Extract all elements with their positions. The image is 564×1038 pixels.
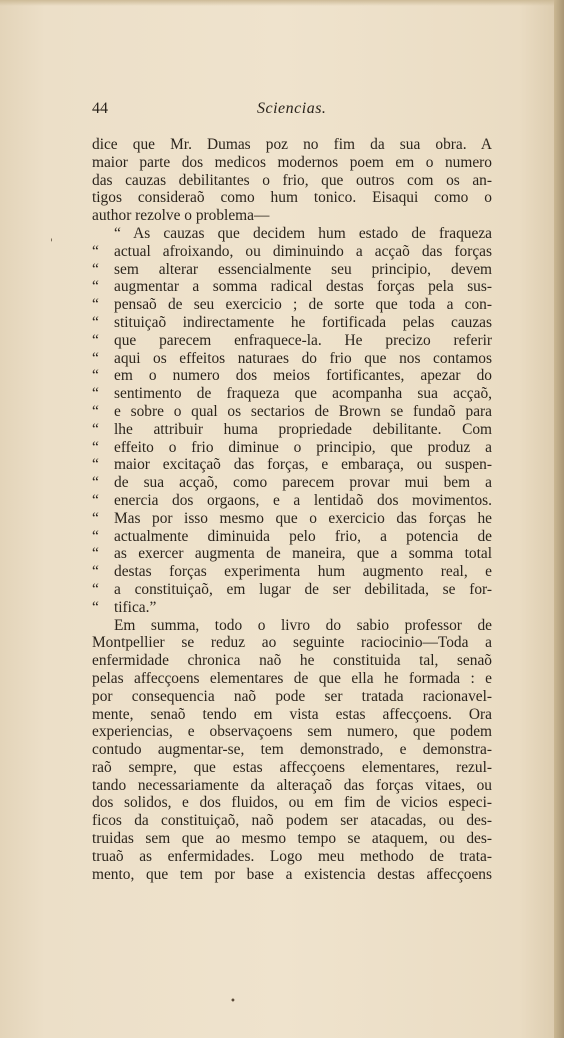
- quote-mark: “: [92, 242, 99, 260]
- quote-text: a constituiçaõ, em lugar de ser debilitada, se for-: [114, 580, 492, 598]
- quote-text: tifica.”: [114, 598, 157, 616]
- page-number: 44: [92, 100, 108, 117]
- ink-speck: •: [230, 996, 236, 1007]
- quote-mark: “: [92, 456, 99, 474]
- quote-line: [92, 510, 492, 528]
- text-line: truidas sem que ao mesmo tempo se ataquem, ou des-: [92, 830, 492, 848]
- quote-text: as exercer augmenta de maneira, que a somma total: [114, 545, 492, 563]
- quote-mark: “: [92, 367, 99, 385]
- quote-line: [92, 492, 492, 510]
- quote-text: sentimento de fraqueza que acompanha sua acçaõ,: [114, 385, 492, 403]
- quote-line: [92, 439, 492, 457]
- quote-text: Mas por isso mesmo que o exercicio das forças he: [114, 509, 492, 527]
- quote-mark: “: [92, 491, 99, 509]
- quote-line: [92, 599, 492, 617]
- quote-line: [92, 296, 492, 314]
- quote-text: aqui os effeitos naturaes do frio que nos contamos: [114, 349, 492, 367]
- quote-mark: “: [92, 278, 99, 296]
- quote-text: actualmente diminuida pelo frio, a potencia de: [114, 527, 492, 545]
- quote-line: [92, 545, 492, 563]
- running-title: Sciencias.: [257, 100, 327, 117]
- text-line: por consequencia naõ pode ser tratada racionavel-: [92, 687, 492, 705]
- quote-mark: “: [92, 438, 99, 456]
- text-line: Montpellier se reduz ao seguinte raciocinio—Toda a: [92, 634, 492, 652]
- quote-line: [92, 581, 492, 599]
- running-header: [92, 100, 492, 122]
- text-line: truaõ as enfermidades. Logo meu methodo de trata-: [92, 847, 492, 865]
- quote-line: [92, 314, 492, 332]
- text-line: contudo augmentar-se, tem demonstrado, e demonstra-: [92, 741, 492, 759]
- text-line: dos solidos, e dos fluidos, ou em fim de vicios especi-: [92, 794, 492, 812]
- quote-mark: “: [92, 402, 99, 420]
- text-line: das cauzas debilitantes o frio, que outros com os an-: [92, 171, 492, 189]
- quote-mark: “: [92, 580, 99, 598]
- quote-text: pensaõ de seu exercicio ; de sorte que toda a con-: [114, 296, 492, 314]
- text-line: ficos da constituiçaõ, naõ podem ser atacadas, ou des-: [92, 812, 492, 830]
- text-line: mente, senaõ tendo em vista estas affecçoens. Ora: [92, 705, 492, 723]
- text-line: dice que Mr. Dumas poz no fim da sua obra. A: [92, 136, 492, 153]
- quote-text: destas forças experimenta hum augmento real, e: [114, 563, 492, 581]
- quote-text: que parecem enfraquece-la. He precizo referir: [114, 331, 492, 349]
- quote-mark: “: [92, 260, 99, 278]
- quote-mark: [92, 225, 114, 243]
- quote-line: [92, 243, 492, 261]
- quote-line: [92, 278, 492, 296]
- quote-text: e sobre o qual os sectarios de Brown se fundaõ para: [114, 402, 492, 420]
- quote-line: [92, 261, 492, 279]
- quotation-block: [92, 225, 492, 617]
- quote-text: maior excitaçaõ das forças, e embaraça, ou suspen-: [114, 456, 492, 474]
- text-line: author rezolve o problema—: [92, 207, 270, 225]
- quote-mark: “: [92, 385, 99, 403]
- text-line: mento, que tem por base a existencia destas affecçoens: [92, 865, 492, 883]
- quote-line: [92, 350, 492, 368]
- text-line: pelas affecçoens elementares de que ella he formada : e: [92, 669, 492, 687]
- page-top-shadow: [0, 0, 564, 6]
- text-line: Em summa, todo o livro do sabio professor de: [114, 616, 492, 634]
- text-line: maior parte dos medicos modernos poem em o numero: [92, 153, 492, 171]
- quote-mark: “: [92, 563, 99, 581]
- quote-mark: “: [92, 331, 99, 349]
- text-line: raõ sempre, que estas affecçoens elementares, rezul-: [92, 758, 492, 776]
- quote-mark: “: [92, 296, 99, 314]
- quote-text: de sua acçaõ, como parecem provar mui bem a: [114, 474, 492, 492]
- text-line: tando necessariamente da alteraçaõ das forças vitaes, ou: [92, 776, 492, 794]
- quote-line: [92, 332, 492, 350]
- quote-mark: “: [92, 349, 99, 367]
- text-line: tigos consideraõ como hum tonico. Eisaqui como o: [92, 189, 492, 207]
- quote-text: em o numero dos meios fortificantes, apezar do: [114, 367, 492, 385]
- quote-line: [92, 474, 492, 492]
- body-text: [92, 136, 492, 883]
- quote-line: [92, 385, 492, 403]
- quote-text: stituiçaõ indirectamente he fortificada pelas cauzas: [114, 313, 492, 331]
- ink-speck: ': [50, 238, 53, 249]
- quote-line: [92, 563, 492, 581]
- quote-text: lhe attribuir huma propriedade debilitante. Com: [114, 420, 492, 438]
- quote-mark: “: [92, 598, 99, 616]
- quote-line: [92, 367, 492, 385]
- paragraph-summary: [92, 617, 492, 884]
- paragraph-intro: [92, 136, 492, 225]
- quote-text: “ As cauzas que decidem hum estado de fraqueza: [114, 224, 492, 242]
- quote-mark: “: [92, 313, 99, 331]
- text-line: experiencias, e observaçoens sem numero, que podem: [92, 723, 492, 741]
- quote-line: [92, 528, 492, 546]
- quote-line: [92, 456, 492, 474]
- quote-line: [92, 421, 492, 439]
- quote-text: sem alterar essencialmente seu principio, devem: [114, 260, 492, 278]
- text-line: enfermidade chronica naõ he constituida tal, senaõ: [92, 652, 492, 670]
- quote-mark: “: [92, 527, 99, 545]
- quote-mark: “: [92, 545, 99, 563]
- quote-mark: “: [92, 509, 99, 527]
- quote-text: actual afroixando, ou diminuindo a acçaõ das forças: [114, 242, 492, 260]
- quote-mark: “: [92, 474, 99, 492]
- quote-text: effeito o frio diminue o principio, que produz a: [114, 438, 492, 456]
- quote-mark: “: [92, 420, 99, 438]
- quote-text: enercia dos orgaons, e a lentidaõ dos movimentos.: [114, 491, 492, 509]
- quote-line: [92, 225, 492, 243]
- quote-text: augmentar a somma radical destas forças pela sus-: [114, 278, 492, 296]
- quote-line: [92, 403, 492, 421]
- page-right-edge: [554, 0, 564, 1038]
